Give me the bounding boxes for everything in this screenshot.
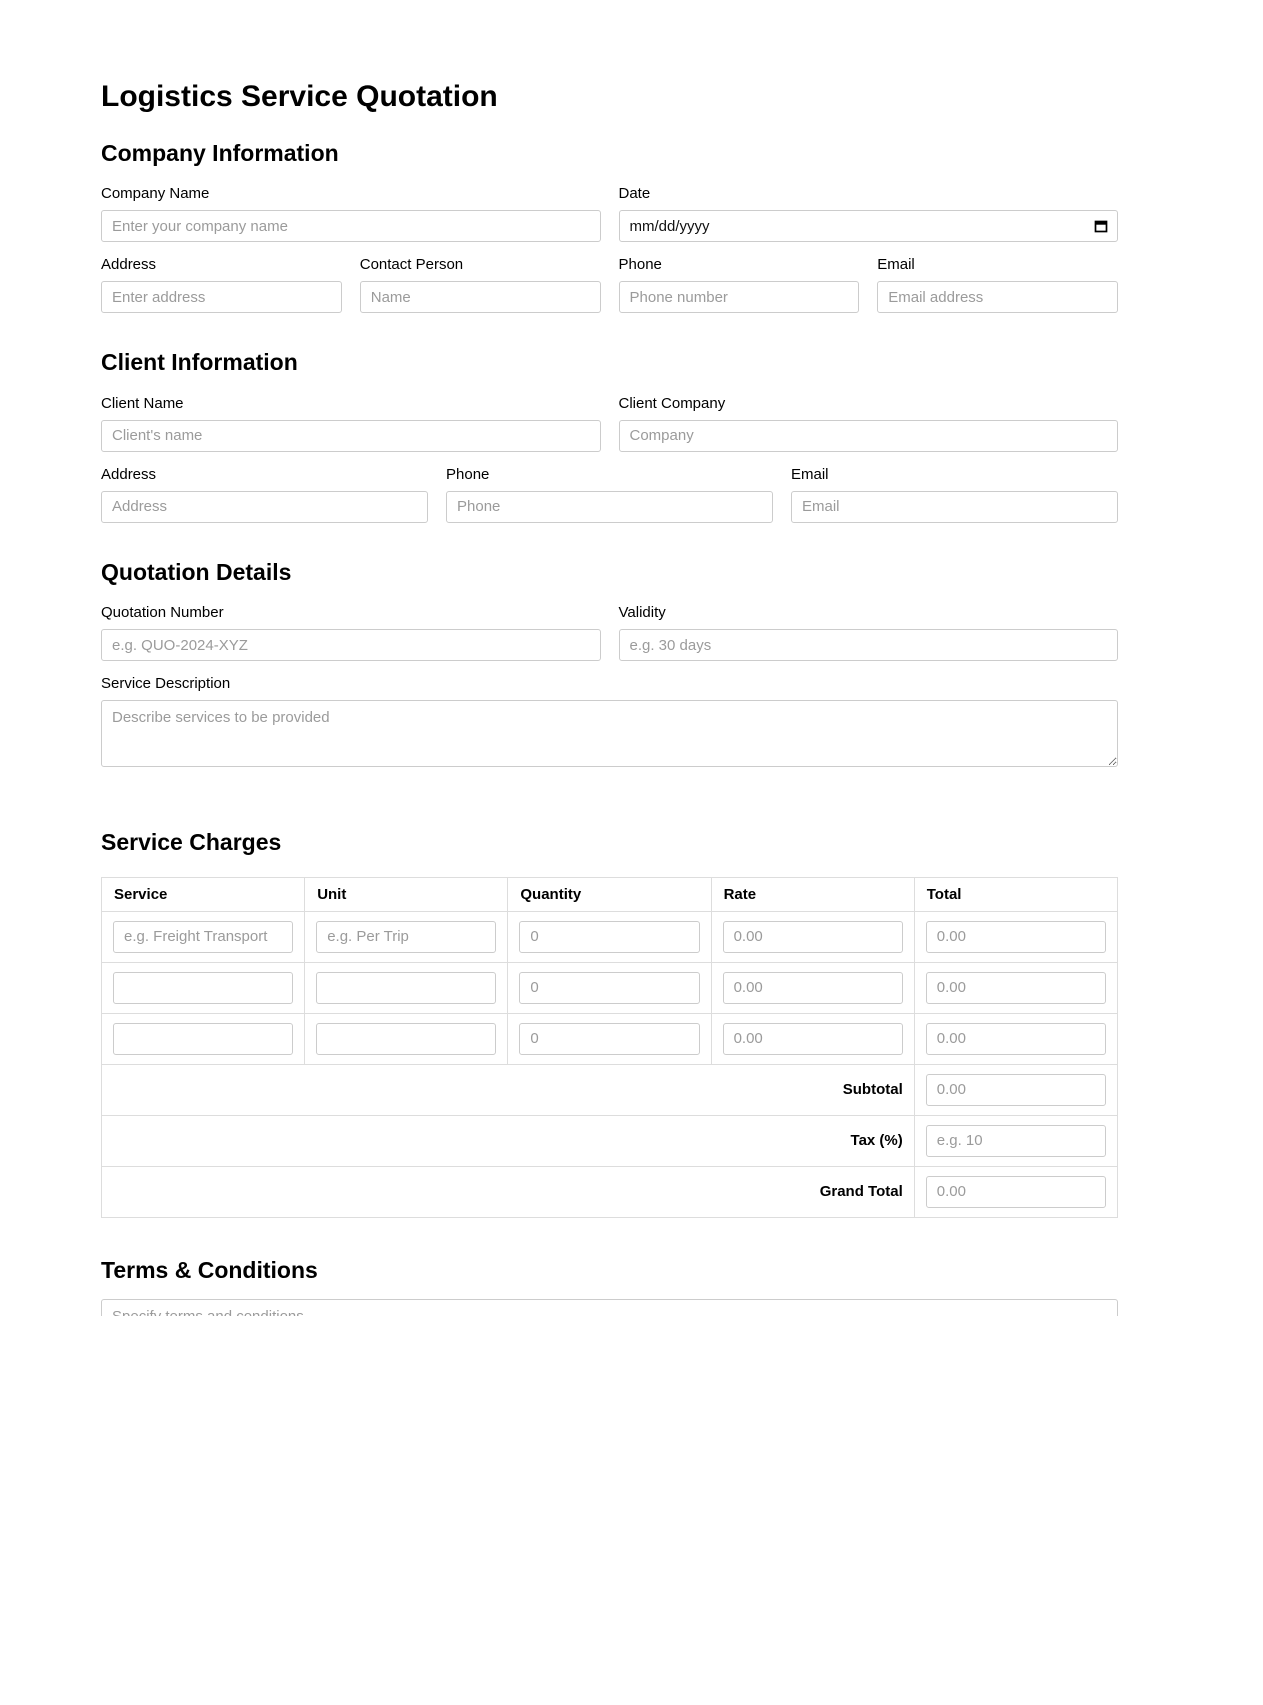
row3-unit-input[interactable] [316, 1023, 496, 1055]
client-phone-input[interactable] [446, 491, 773, 523]
calendar-icon[interactable] [1093, 218, 1109, 234]
grand-total-input[interactable] [926, 1176, 1106, 1208]
service-description-field [101, 675, 1118, 767]
client-company-input[interactable] [619, 420, 1119, 452]
client-phone-field [446, 466, 773, 523]
section-heading-client: Client Information [101, 349, 298, 376]
charges-row-1 [102, 911, 1118, 962]
row2-quantity-input[interactable] [519, 972, 699, 1004]
tax-input[interactable] [926, 1125, 1106, 1157]
quotation-row-1 [101, 604, 1118, 661]
client-email-field [791, 466, 1118, 523]
charges-row-3 [102, 1013, 1118, 1064]
date-input[interactable] [619, 210, 1119, 242]
row2-unit-input[interactable] [316, 972, 496, 1004]
date-value: mm/dd/yyyy [629, 217, 710, 235]
charges-row-2 [102, 962, 1118, 1013]
col-header-unit: Unit [305, 877, 508, 911]
row1-total-input[interactable] [926, 921, 1106, 953]
client-name-label: Client Name [101, 394, 184, 412]
row1-rate-input[interactable] [723, 921, 903, 953]
company-phone-field [619, 256, 860, 313]
row3-quantity-input[interactable] [519, 1023, 699, 1055]
grand-total-row [102, 1166, 1118, 1217]
quotation-number-input[interactable] [101, 629, 601, 661]
service-description-textarea[interactable] [101, 700, 1118, 767]
row2-rate-input[interactable] [723, 972, 903, 1004]
row2-service-input[interactable] [113, 972, 293, 1004]
section-heading-terms: Terms & Conditions [101, 1256, 318, 1283]
company-name-field [101, 185, 601, 242]
row1-quantity-input[interactable] [519, 921, 699, 953]
company-address-label: Address [101, 256, 157, 274]
service-charges-table [101, 877, 1118, 1218]
contact-person-input[interactable] [360, 281, 601, 313]
company-address-input[interactable] [101, 281, 342, 313]
client-company-label: Client Company [618, 394, 726, 412]
tax-row [102, 1115, 1118, 1166]
col-header-service: Service [102, 877, 305, 911]
company-phone-label: Phone [618, 256, 662, 274]
col-header-rate: Rate [711, 877, 914, 911]
date-label: Date [618, 185, 651, 203]
client-phone-label: Phone [446, 465, 490, 483]
client-row-2 [101, 466, 1118, 523]
row3-service-input[interactable] [113, 1023, 293, 1055]
company-phone-input[interactable] [619, 281, 860, 313]
row3-rate-input[interactable] [723, 1023, 903, 1055]
section-heading-charges: Service Charges [101, 829, 282, 856]
date-field [619, 185, 1119, 242]
client-address-input[interactable] [101, 491, 428, 523]
validity-input[interactable] [619, 629, 1119, 661]
row1-service-input[interactable] [113, 921, 293, 953]
subtotal-input[interactable] [926, 1074, 1106, 1106]
row1-unit-input[interactable] [316, 921, 496, 953]
grand-total-label: Grand Total [102, 1166, 915, 1217]
client-address-field [101, 466, 428, 523]
client-email-label: Email [791, 465, 829, 483]
row2-total-input[interactable] [926, 972, 1106, 1004]
service-description-label: Service Description [101, 675, 231, 693]
company-row-2 [101, 256, 1118, 313]
client-address-label: Address [101, 465, 157, 483]
client-name-field [101, 395, 601, 452]
contact-person-label: Contact Person [359, 256, 464, 274]
company-email-field [877, 256, 1118, 313]
validity-field [619, 604, 1119, 661]
terms-clip-region [101, 1299, 1118, 1316]
col-header-total: Total [914, 877, 1117, 911]
company-address-field [101, 256, 342, 313]
company-name-input[interactable] [101, 210, 601, 242]
section-heading-quotation: Quotation Details [101, 558, 292, 585]
subtotal-row [102, 1064, 1118, 1115]
client-email-input[interactable] [791, 491, 1118, 523]
terms-textarea[interactable] [101, 1299, 1118, 1316]
contact-person-field [360, 256, 601, 313]
company-name-label: Company Name [101, 185, 210, 203]
quotation-number-field [101, 604, 601, 661]
quotation-number-label: Quotation Number [101, 604, 224, 622]
subtotal-label: Subtotal [102, 1064, 915, 1115]
tax-label: Tax (%) [102, 1115, 915, 1166]
charges-header-row [102, 877, 1118, 911]
client-name-input[interactable] [101, 420, 601, 452]
row3-total-input[interactable] [926, 1023, 1106, 1055]
company-row-1 [101, 185, 1118, 242]
company-email-label: Email [877, 256, 915, 274]
section-heading-company: Company Information [101, 140, 339, 166]
quotation-form [101, 80, 1118, 1316]
validity-label: Validity [618, 604, 666, 622]
company-email-input[interactable] [877, 281, 1118, 313]
col-header-quantity: Quantity [508, 877, 711, 911]
client-row-1 [101, 395, 1118, 452]
page-title: Logistics Service Quotation [101, 80, 498, 113]
client-company-field [619, 395, 1119, 452]
